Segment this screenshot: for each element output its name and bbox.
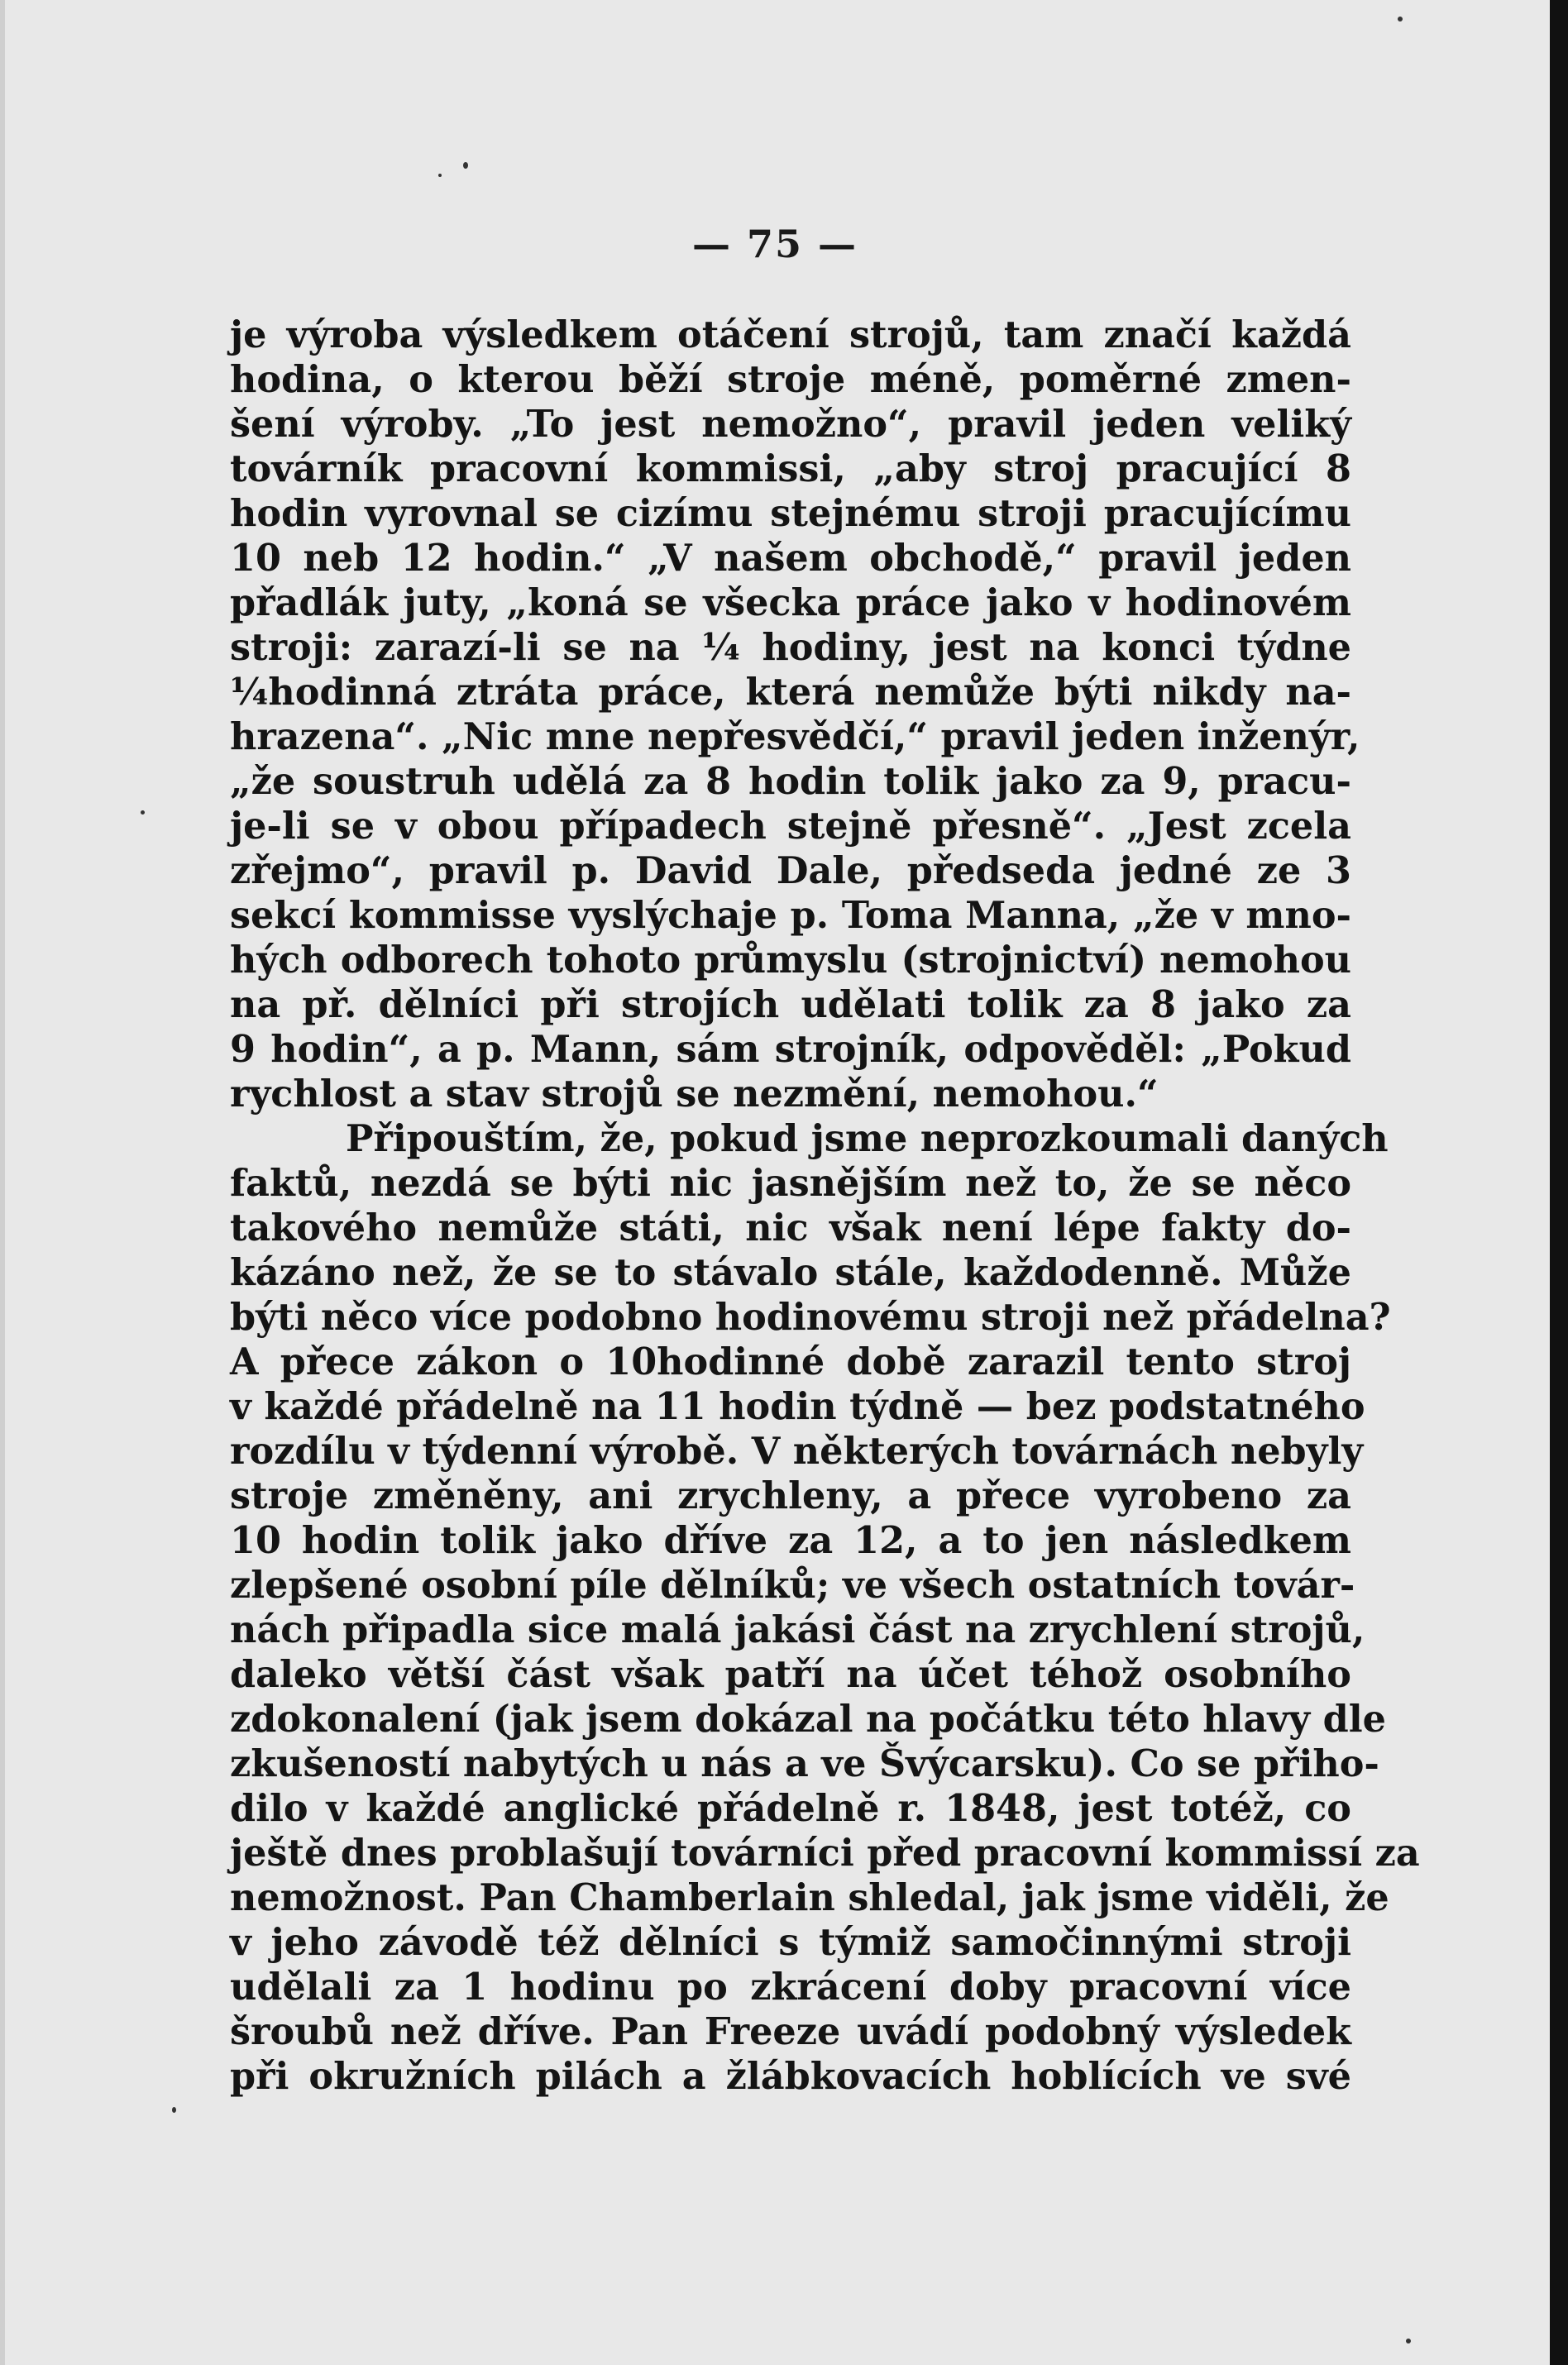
text-line: zkušeností nabytých u nás a ve Švýcarsku). Co se přiho- xyxy=(230,1742,1379,1785)
text-line: nemožnost. Pan Chamberlain shledal, jak jsme viděli, že xyxy=(230,1876,1389,1919)
print-speck xyxy=(141,810,145,815)
text-line: udělali za 1 hodinu po zkrácení doby pracovní více xyxy=(230,1966,1351,2009)
print-speck xyxy=(463,162,468,169)
body-text xyxy=(230,313,1420,2099)
print-speck xyxy=(438,174,442,177)
text-line: dilo v každé anglické přádelně r. 1848, jest totéž, co xyxy=(230,1787,1351,1830)
page-number: — 75 — xyxy=(691,222,858,266)
text-line: takového nemůže státi, nic však není lépe fakty do- xyxy=(230,1206,1351,1249)
text-line: rozdílu v týdenní výrobě. V některých továrnách nebyly xyxy=(230,1430,1364,1473)
text-line: faktů, nezdá se býti nic jasnějším než to, že se něco xyxy=(230,1162,1351,1205)
text-line: „že soustruh udělá za 8 hodin tolik jako za 9, pracu- xyxy=(230,760,1351,803)
text-line: při okružních pilách a žlábkovacích hoblících ve své xyxy=(230,2055,1351,2098)
text-line: stroji: zarazí-li se na ¼ hodiny, jest na konci týdne xyxy=(230,626,1351,669)
text-line: ještě dnes problašují továrníci před pracovní kommissí za xyxy=(230,1832,1420,1875)
text-line: rychlost a stav strojů se nezmění, nemohou.“ xyxy=(230,1073,1159,1116)
text-line: zlepšené osobní píle dělníků; ve všech ostatních továr- xyxy=(230,1564,1355,1607)
text-line: 9 hodin“, a p. Mann, sám strojník, odpověděl: „Pokud xyxy=(230,1028,1351,1071)
text-line: 10 neb 12 hodin.“ „V našem obchodě,“ pravil jeden xyxy=(230,537,1351,580)
text-line: hrazena“. „Nic mne nepřesvědčí,“ pravil jeden inženýr, xyxy=(230,715,1360,758)
text-line: šení výroby. „To jest nemožno“, pravil jeden veliký xyxy=(230,403,1351,446)
text-line: hodin vyrovnal se cizímu stejnému stroji pracujícímu xyxy=(230,492,1351,535)
text-line: ¼hodinná ztráta práce, která nemůže býti nikdy na- xyxy=(230,671,1351,714)
text-line: hodina, o kterou běží stroje méně, poměrné zmen- xyxy=(230,358,1351,401)
text-line: zdokonalení (jak jsem dokázal na počátku této hlavy dle xyxy=(230,1698,1386,1741)
paragraph-1 xyxy=(230,313,1360,1116)
print-speck xyxy=(172,2107,176,2113)
text-line: zřejmo“, pravil p. David Dale, předseda jedné ze 3 xyxy=(230,849,1351,892)
text-line: A přece zákon o 10hodinné době zarazil tento stroj xyxy=(230,1340,1351,1383)
text-line: továrník pracovní kommissi, „aby stroj pracující 8 xyxy=(230,447,1351,490)
print-speck xyxy=(1406,2339,1411,2344)
text-line: sekcí kommisse vyslýchaje p. Toma Manna, „že v mno- xyxy=(230,894,1351,937)
text-line: v jeho závodě též dělníci s týmiž samočinnými stroji xyxy=(230,1921,1351,1964)
text-line: býti něco více podobno hodinovému stroji než přádelna? xyxy=(230,1296,1391,1339)
text-line: šroubů než dříve. Pan Freeze uvádí podobný výsledek xyxy=(230,2010,1351,2053)
paragraph-2 xyxy=(230,1116,1420,2099)
text-line: nách připadla sice malá jakási část na zrychlení strojů, xyxy=(230,1608,1365,1651)
text-line: hých odborech tohoto průmyslu (strojnictví) nemohou xyxy=(230,939,1351,982)
print-speck xyxy=(1398,17,1403,22)
text-line: je-li se v obou případech stejně přesně“. „Jest zcela xyxy=(230,805,1351,848)
text-line: 10 hodin tolik jako dříve za 12, a to jen následkem xyxy=(230,1519,1351,1562)
text-line: přadlák juty, „koná se všecka práce jako v hodinovém xyxy=(230,581,1351,624)
text-line: daleko větší část však patří na účet téhož osobního xyxy=(230,1653,1351,1696)
page-edge xyxy=(0,0,5,2365)
text-line: na př. dělníci při strojích udělati tolik za 8 jako za xyxy=(230,983,1351,1026)
text-line: Připouštím, že, pokud jsme neprozkoumali daných xyxy=(346,1117,1389,1160)
text-line: v každé přádelně na 11 hodin týdně — bez podstatného xyxy=(230,1385,1365,1428)
text-line: kázáno než, že se to stávalo stále, každodenně. Může xyxy=(230,1251,1351,1294)
text-line: je výroba výsledkem otáčení strojů, tam značí každá xyxy=(230,313,1351,356)
text-line: stroje změněny, ani zrychleny, a přece vyrobeno za xyxy=(230,1474,1351,1517)
